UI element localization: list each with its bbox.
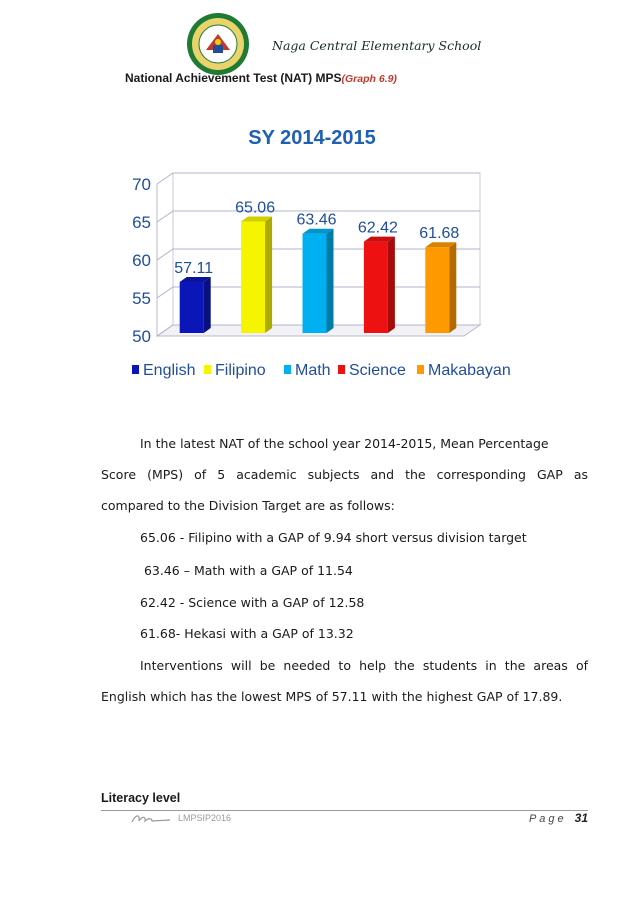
chart-title: SY 2014-2015	[248, 127, 376, 149]
para1-line2: Score (MPS) of 5 academic subjects and the corresponding GAP as	[101, 467, 588, 482]
para1-line1: In the latest NAT of the school year 2014-2015, Mean Percentage	[140, 436, 549, 451]
chart-data-label: 61.68	[419, 225, 460, 243]
school-name: Naga Central Elementary School	[272, 38, 482, 53]
footer-divider	[101, 810, 588, 811]
chart-legend-swatch	[132, 365, 139, 374]
chart-legend-label: Science	[349, 362, 406, 379]
school-seal-logo	[186, 12, 250, 76]
chart-data-label: 65.06	[235, 199, 276, 217]
chart-y-tick-label: 70	[132, 175, 151, 194]
chart-bar	[364, 242, 388, 333]
chart-legend-label: Makabayan	[428, 362, 511, 379]
para1-line3: compared to the Division Target are as follows:	[101, 498, 395, 513]
gap-item-math: 63.46 – Math with a GAP of 11.54	[140, 563, 353, 578]
gap-item-science: 62.42 - Science with a GAP of 12.58	[140, 595, 365, 610]
chart-bar	[180, 282, 204, 333]
para2-line2: English which has the lowest MPS of 57.11 with the highest GAP of 17.89.	[101, 689, 563, 704]
literacy-heading: Literacy level	[101, 791, 181, 805]
footer-doc-code: LMPSIP2016	[178, 813, 232, 823]
chart-bar-side	[327, 229, 334, 333]
gap-item-hekasi: 61.68- Hekasi with a GAP of 13.32	[140, 626, 354, 641]
chart-data-label: 63.46	[296, 211, 337, 229]
chart-legend-swatch	[417, 365, 424, 374]
chart-legend-swatch	[284, 365, 291, 374]
footer-page-number: 31	[574, 811, 588, 825]
nat-mps-bar-chart	[112, 112, 512, 392]
footer-page-word: Page	[528, 813, 567, 825]
gap-item-filipino: 65.06 - Filipino with a GAP of 9.94 short versus division target	[140, 530, 527, 545]
chart-bar-side	[204, 277, 211, 333]
graph-reference: (Graph 6.9)	[341, 73, 397, 85]
chart-data-label: 62.42	[357, 219, 398, 237]
footer-page-label	[529, 811, 588, 825]
chart-data-label: 57.11	[174, 259, 214, 277]
chart-legend-swatch	[338, 365, 345, 374]
chart-legend-label: English	[143, 362, 196, 379]
chart-y-tick-label: 50	[132, 327, 151, 346]
chart-legend-swatch	[204, 365, 211, 374]
para2-line1: Interventions will be needed to help the students in the areas of	[140, 658, 588, 673]
chart-bar-side	[449, 242, 456, 333]
chart-bar-side	[265, 217, 272, 333]
chart-y-tick-label: 65	[132, 213, 151, 232]
chart-bar-side	[388, 237, 395, 333]
chart-bar	[303, 234, 327, 333]
section-heading	[125, 71, 397, 85]
chart-y-tick-label: 55	[132, 289, 151, 308]
chart-bar	[241, 222, 265, 333]
chart-legend-label: Filipino	[215, 362, 266, 379]
chart-bar	[425, 247, 449, 333]
chart-legend-label: Math	[295, 362, 331, 379]
chart-y-tick-label: 60	[132, 251, 151, 270]
section-heading-text: National Achievement Test (NAT) MPS	[125, 71, 342, 85]
signature-mark	[130, 812, 174, 826]
